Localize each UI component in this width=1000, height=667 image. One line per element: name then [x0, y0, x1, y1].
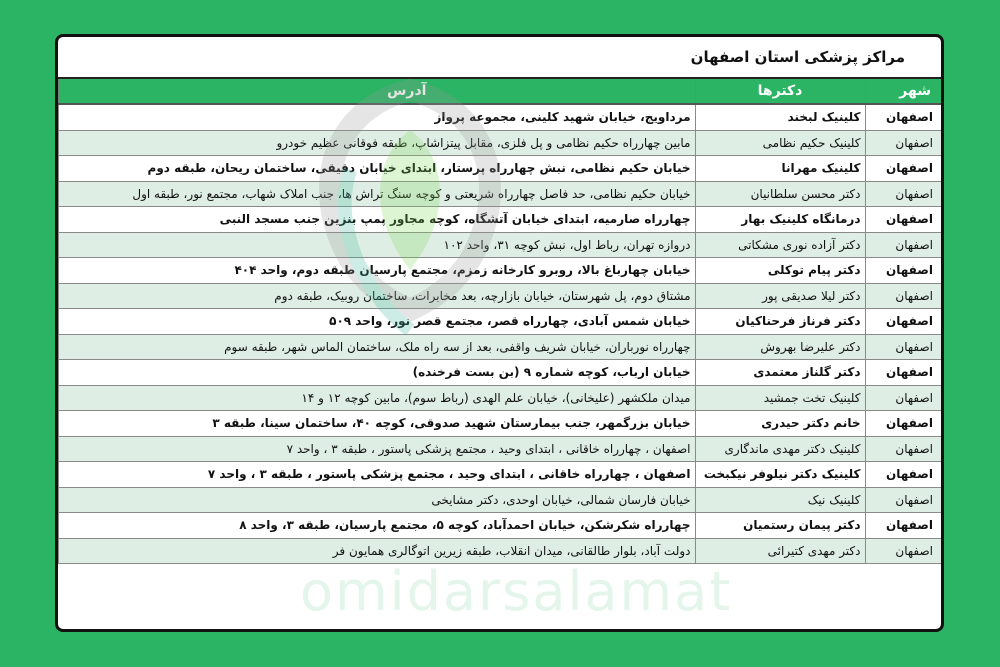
address-cell: چهارراه شکرشکن، خیابان احمدآباد، کوچه ۵، مجتمع پارسیان، طبقه ۳، واحد ۸ [59, 513, 696, 539]
city-cell: اصفهان [865, 436, 941, 462]
doctor-cell: کلینیک نیک [695, 487, 865, 513]
table-row [59, 156, 942, 182]
city-cell: اصفهان [865, 360, 941, 386]
doctor-cell: دکتر علیرضا بهروش [695, 334, 865, 360]
table-row [59, 538, 942, 564]
table-row [59, 309, 942, 335]
doctor-cell: خانم دکتر حیدری [695, 411, 865, 437]
address-cell: دروازه تهران، رباط اول، نبش کوچه ۳۱، واحد ۱۰۲ [59, 232, 696, 258]
city-cell: اصفهان [865, 385, 941, 411]
city-cell: اصفهان [865, 232, 941, 258]
city-cell: اصفهان [865, 411, 941, 437]
doctor-cell: کلینیک مهرانا [695, 156, 865, 182]
address-cell: میدان ملکشهر (علیخانی)، خیابان علم الهدی (رباط سوم)، مابین کوچه ۱۲ و ۱۴ [59, 385, 696, 411]
column-header-doctors: دکترها [695, 79, 865, 104]
address-cell: خیابان فارسان شمالی، خیابان اوحدی، دکتر مشایخی [59, 487, 696, 513]
table-row [59, 436, 942, 462]
address-cell: چهارراه نورباران، خیابان شریف واقفی، بعد از سه راه ملک، ساختمان الماس شهر، طبقه سوم [59, 334, 696, 360]
doctor-cell: کلینیک دکتر مهدی ماندگاری [695, 436, 865, 462]
medical-centers-card [55, 34, 944, 632]
table-body [59, 104, 942, 564]
address-cell: خیابان حکیم نظامی، نبش چهارراه پرستار، ابتدای خیابان دقیقی، ساختمان ریحان، طبقه دوم [59, 156, 696, 182]
table-row [59, 385, 942, 411]
address-cell: خیابان ارباب، کوچه شماره ۹ (بن بست فرخنده) [59, 360, 696, 386]
column-header-city: شهر [865, 79, 941, 104]
address-cell: اصفهان ، چهارراه خاقانی ، ابتدای وحید ، مجتمع پزشکی پاستور ، طبقه ۳ ، واحد ۷ [59, 436, 696, 462]
doctor-cell: دکتر مهدی کتیرائی [695, 538, 865, 564]
address-cell: مابین چهارراه حکیم نظامی و پل فلزی، مقابل پیتزاشاپ، طبقه فوقانی عظیم خودرو [59, 130, 696, 156]
city-cell: اصفهان [865, 334, 941, 360]
table-row [59, 334, 942, 360]
medical-centers-table [58, 79, 941, 564]
doctor-cell: دکتر لیلا صدیقی پور [695, 283, 865, 309]
doctor-cell: دکتر آزاده نوری مشکاتی [695, 232, 865, 258]
city-cell: اصفهان [865, 104, 941, 130]
city-cell: اصفهان [865, 538, 941, 564]
column-header-address: آدرس [59, 79, 696, 104]
city-cell: اصفهان [865, 156, 941, 182]
doctor-cell: درمانگاه کلینیک بهار [695, 207, 865, 233]
city-cell: اصفهان [865, 130, 941, 156]
address-cell: خیابان چهارباغ بالا، روبرو کارخانه زمزم، مجتمع پارسیان طبقه دوم، واحد ۴۰۴ [59, 258, 696, 284]
city-cell: اصفهان [865, 181, 941, 207]
address-cell: خیابان شمس آبادی، چهارراه قصر، مجتمع قصر نور، واحد ۵۰۹ [59, 309, 696, 335]
address-cell: مرداویج، خیابان شهید کلینی، مجموعه پرواز [59, 104, 696, 130]
table-header-row [59, 79, 942, 104]
doctor-cell: دکتر گلناز معتمدی [695, 360, 865, 386]
table-row [59, 258, 942, 284]
table-row [59, 104, 942, 130]
doctor-cell: کلینیک تخت جمشید [695, 385, 865, 411]
address-cell: اصفهان ، چهارراه خاقانی ، ابتدای وحید ، مجتمع پزشکی پاستور ، طبقه ۳ ، واحد ۷ [59, 462, 696, 488]
doctor-cell: کلینیک حکیم نظامی [695, 130, 865, 156]
doctor-cell: دکتر پیام توکلی [695, 258, 865, 284]
table-row [59, 130, 942, 156]
address-cell: خیابان حکیم نظامی، حد فاصل چهارراه شریعتی و کوچه سنگ تراش ها، جنب املاک شهاب، مجتمع نور، طبقه اول [59, 181, 696, 207]
table-row [59, 513, 942, 539]
address-cell: خیابان بزرگمهر، جنب بیمارستان شهید صدوقی، کوچه ۴۰، ساختمان سینا، طبقه ۳ [59, 411, 696, 437]
table-row [59, 207, 942, 233]
address-cell: چهارراه صارمیه، ابتدای خیابان آتشگاه، کوچه مجاور پمپ بنزین جنب مسجد النبی [59, 207, 696, 233]
doctor-cell: دکتر پیمان رستمیان [695, 513, 865, 539]
table-row [59, 462, 942, 488]
table-row [59, 283, 942, 309]
table-row [59, 232, 942, 258]
city-cell: اصفهان [865, 283, 941, 309]
city-cell: اصفهان [865, 309, 941, 335]
city-cell: اصفهان [865, 462, 941, 488]
doctor-cell: کلینیک دکتر نیلوفر نیکبخت [695, 462, 865, 488]
page-title: مراکز پزشکی استان اصفهان [58, 37, 941, 79]
city-cell: اصفهان [865, 513, 941, 539]
city-cell: اصفهان [865, 207, 941, 233]
table-row [59, 487, 942, 513]
doctor-cell: دکتر فرناز فرحناکیان [695, 309, 865, 335]
address-cell: دولت آباد، بلوار طالقانی، میدان انقلاب، طبقه زیرین اتوگالری همایون فر [59, 538, 696, 564]
address-cell: مشتاق دوم، پل شهرستان، خیابان بازارچه، بعد مخابرات، ساختمان روبیک، طبقه دوم [59, 283, 696, 309]
city-cell: اصفهان [865, 487, 941, 513]
city-cell: اصفهان [865, 258, 941, 284]
doctor-cell: دکتر محسن سلطانیان [695, 181, 865, 207]
table-row [59, 181, 942, 207]
table-row [59, 411, 942, 437]
doctor-cell: کلینیک لبخند [695, 104, 865, 130]
table-row [59, 360, 942, 386]
